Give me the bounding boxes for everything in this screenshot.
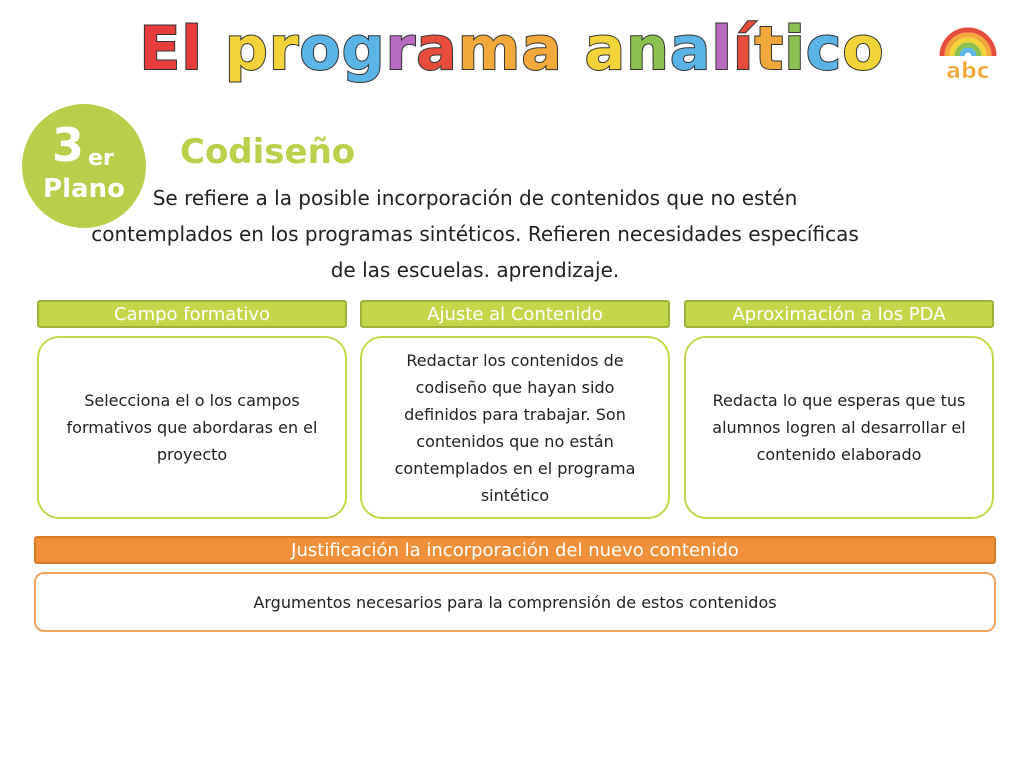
badge-number: 3 (52, 118, 85, 172)
title-letter: r (268, 14, 300, 84)
badge-suffix: er (88, 146, 114, 171)
aproximacion-pda-text: Redacta lo que esperas que tus alumnos logren al desarrollar el contenido elaborado (712, 391, 966, 464)
campo-formativo-text: Selecciona el o los campos formativos que abordaras en el proyecto (66, 391, 318, 464)
title-letter: l (181, 14, 203, 84)
title-letter: p (224, 14, 269, 84)
section-intro: Se refiere a la posible incorporación de contenidos que no estén contemplados en los programas sintéticos. Refieren necesidades específicas de las escuelas. aprendizaje. (91, 186, 859, 282)
logo-text: abc (946, 59, 990, 82)
title-letter: a (521, 14, 563, 84)
ajuste-contenido-text: Redactar los contenidos de codiseño que hayan sido definidos para trabajar. Son contenidos que no están contemplados en el programa sintético (394, 350, 636, 505)
title-letter: o (842, 14, 885, 84)
title-letter: a (584, 14, 627, 84)
justificacion-header: Justificación la incorporación del nuevo contenido (34, 536, 996, 564)
title-letter: g (341, 14, 386, 84)
justificacion-box[interactable] (34, 572, 996, 632)
title-letter: r (385, 14, 417, 84)
badge-word: Plano (43, 174, 125, 204)
aproximacion-pda-box[interactable] (684, 336, 994, 519)
abc-rainbow-logo (928, 22, 1008, 82)
title-letter (203, 14, 225, 84)
ajuste-contenido-box[interactable] (360, 336, 670, 519)
page-title (0, 14, 1024, 84)
title-letter: n (626, 14, 670, 84)
title-letter: E (139, 14, 182, 84)
section-title: Codiseño (180, 132, 356, 172)
title-letter: a (669, 14, 712, 84)
title-letter: í (732, 14, 755, 84)
title-letter: i (784, 14, 806, 84)
title-letter: t (754, 14, 785, 84)
campo-formativo-header: Campo formativo (37, 300, 347, 328)
title-letter: c (805, 14, 843, 84)
title-letter: m (457, 14, 522, 84)
title-letter (563, 14, 585, 84)
title-letter: o (299, 14, 342, 84)
campo-formativo-box[interactable] (37, 336, 347, 519)
ajuste-contenido-header: Ajuste al Contenido (360, 300, 670, 328)
justificacion-text: Argumentos necesarios para la comprensión de estos contenidos (253, 592, 777, 612)
title-letter: l (711, 14, 733, 84)
aproximacion-pda-header: Aproximación a los PDA (684, 300, 994, 328)
title-letter: a (416, 14, 458, 84)
